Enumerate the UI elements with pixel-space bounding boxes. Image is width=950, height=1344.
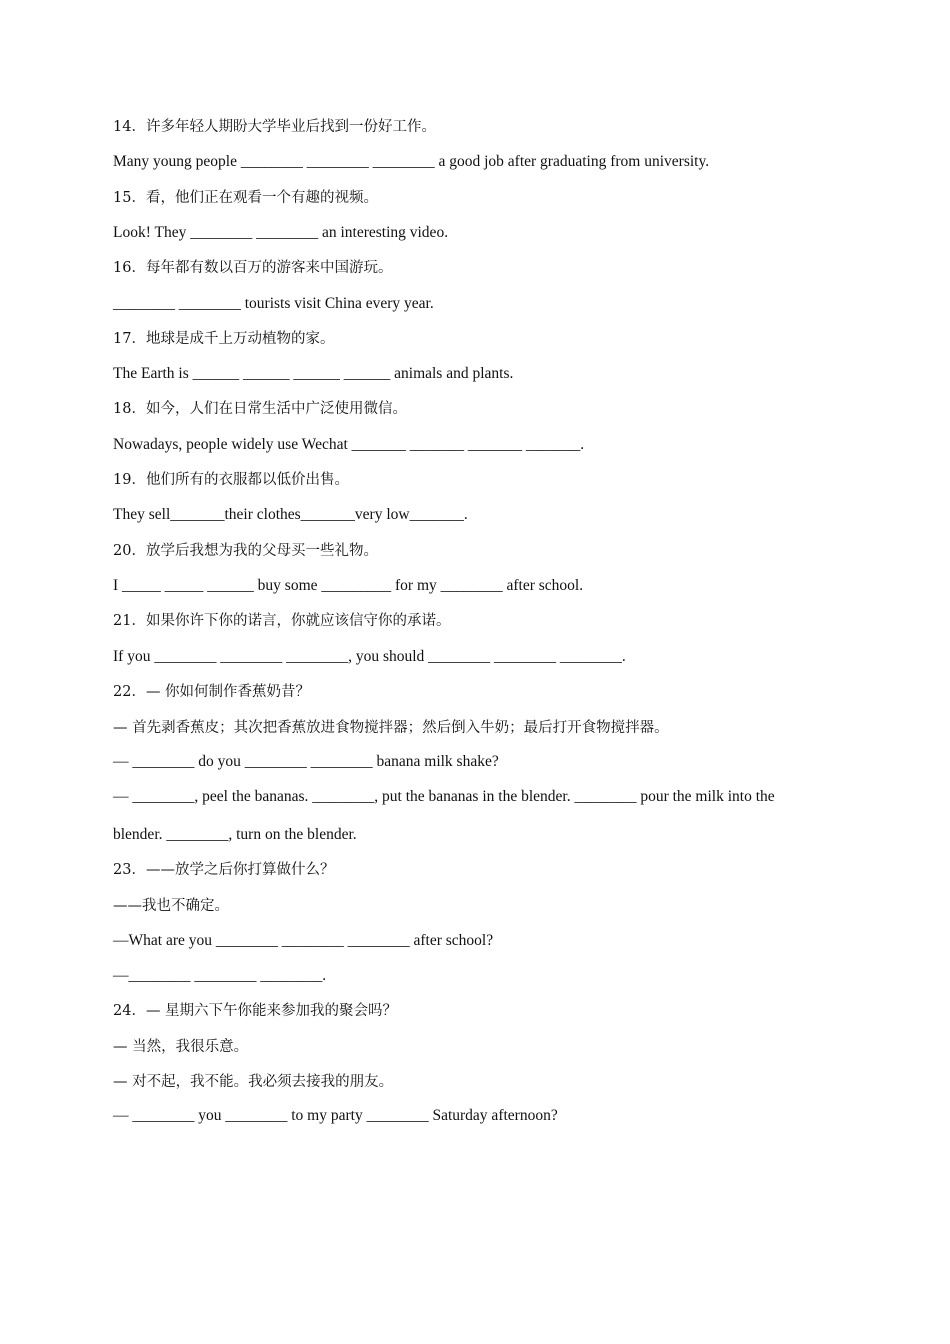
- question-19-prompt: 19．他们所有的衣服都以低价出售。: [113, 472, 349, 488]
- question-15-prompt: 15．看，他们正在观看一个有趣的视频。: [113, 190, 378, 206]
- question-23-reply-zh: ——我也不确定。: [113, 898, 229, 914]
- question-20-prompt: 20．放学后我想为我的父母买一些礼物。: [113, 543, 378, 559]
- question-18-answer-line: Nowadays, people widely use Wechat _______ _______ _______ _______.: [113, 436, 585, 453]
- question-16-answer-line: ________ ________ tourists visit China every year.: [113, 295, 434, 312]
- question-23-prompt: 23．——放学之后你打算做什么？: [113, 862, 335, 878]
- question-22-answer-zh: — 首先剥香蕉皮；其次把香蕉放进食物搅拌器；然后倒入牛奶；最后打开食物搅拌器。: [113, 720, 669, 736]
- question-17-answer-line: The Earth is ______ ______ ______ ______ animals and plants.: [113, 365, 514, 382]
- question-22-prompt: 22．— 你如何制作香蕉奶昔？: [113, 684, 311, 700]
- question-24-reply-yes-zh: — 当然，我很乐意。: [113, 1039, 249, 1055]
- question-23-answer-line-2: —________ ________ ________.: [113, 967, 327, 984]
- question-23-answer-line-1: —What are you ________ ________ ________ after school?: [113, 932, 494, 949]
- question-14-answer-line: Many young people ________ ________ ________ a good job after graduating from university.: [113, 153, 710, 170]
- question-21-prompt: 21．如果你许下你的诺言，你就应该信守你的承诺。: [113, 613, 451, 629]
- question-22-answer-line-3: blender. ________, turn on the blender.: [113, 826, 357, 843]
- question-20-answer-line: I _____ _____ ______ buy some _________ for my ________ after school.: [113, 577, 584, 594]
- question-22-answer-line-1: — ________ do you ________ ________ banana milk shake?: [113, 753, 499, 770]
- question-22-answer-line-2: — ________, peel the bananas. ________, put the bananas in the blender. ________ pour the milk into the: [113, 788, 775, 805]
- question-24-answer-line: — ________ you ________ to my party ________ Saturday afternoon?: [113, 1107, 558, 1124]
- question-18-prompt: 18．如今，人们在日常生活中广泛使用微信。: [113, 401, 407, 417]
- question-21-answer-line: If you ________ ________ ________, you should ________ ________ ________.: [113, 648, 626, 665]
- question-19-answer-line: They sell_______their clothes_______very low_______.: [113, 506, 468, 523]
- question-16-prompt: 16．每年都有数以百万的游客来中国游玩。: [113, 260, 393, 276]
- question-24-prompt: 24．— 星期六下午你能来参加我的聚会吗？: [113, 1003, 398, 1019]
- question-17-prompt: 17．地球是成千上万动植物的家。: [113, 331, 335, 347]
- question-15-answer-line: Look! They ________ ________ an interesting video.: [113, 224, 449, 241]
- question-24-reply-no-zh: — 对不起，我不能。我必须去接我的朋友。: [113, 1074, 394, 1090]
- question-14-prompt: 14．许多年轻人期盼大学毕业后找到一份好工作。: [113, 119, 436, 135]
